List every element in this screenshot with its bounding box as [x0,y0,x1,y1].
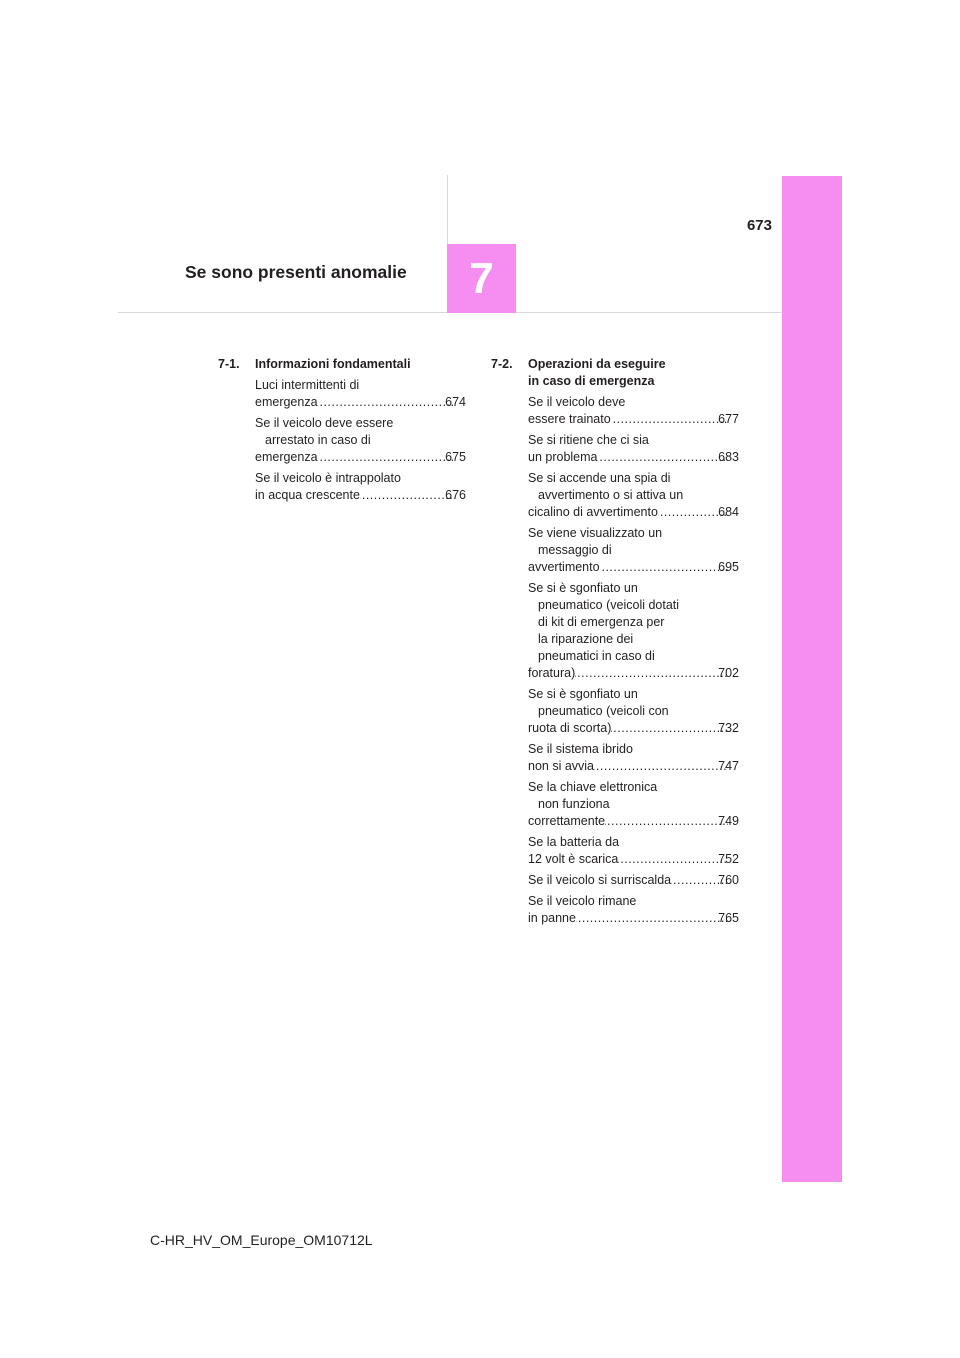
toc-section-title: Operazioni da eseguire in caso di emergenza [528,357,666,388]
toc-entry-text: Se la chiave elettronica non funziona [528,780,658,811]
toc-entry[interactable] [528,394,739,428]
toc-entry[interactable] [528,470,739,521]
chapter-side-bar [782,176,842,1182]
toc-entry-text: Se il sistema ibrido [528,742,633,756]
toc-entry-text: emergenza [255,395,318,409]
toc-entry[interactable] [528,580,739,682]
toc-entry-page: 675 [445,450,466,464]
toc-entry-text: Luci intermittenti di [255,378,360,392]
toc-entry[interactable] [255,470,466,504]
toc-entry-text: Se il veicolo deve [528,395,626,409]
toc-entry-text: foratura) [528,666,576,680]
toc-entry-page: 695 [718,560,739,574]
toc-entry-text: Se il veicolo deve essere arrestato in caso di [255,416,394,447]
header-vertical-divider [447,175,448,245]
chapter-number-tab: 7 [447,244,516,313]
toc-entry-last-line [528,813,739,830]
toc-dot-leader [594,758,728,775]
toc-entry-text: ruota di scorta) [528,721,612,735]
toc-entry-page: 747 [718,759,739,773]
toc-entry-text: Se si ritiene che ci sia [528,433,649,447]
toc-entry-text: Se il veicolo è intrappolato [255,471,401,485]
toc-entry-page: 677 [718,412,739,426]
toc-entry-last-line [528,504,739,521]
toc-dot-leader [575,665,728,682]
toc-entry[interactable] [528,741,739,775]
toc-dot-leader [600,559,729,576]
toc-entry-page: 765 [718,911,739,925]
toc-entry-text: Se il veicolo rimane [528,894,637,908]
toc-entry-text: Se si è sgonfiato un pneumatico (veicoli dotati di kit di emergenza per la riparazione dei pneumatici in caso di [528,581,680,663]
toc-entry-text: emergenza [255,450,318,464]
toc-entry-page: 732 [718,721,739,735]
footer-document-code: C-HR_HV_OM_Europe_OM10712L [150,1232,373,1248]
toc-entry-text: Se viene visualizzato un messaggio di [528,526,663,557]
page-number: 673 [746,217,772,234]
toc-entry[interactable] [528,872,739,889]
toc-section-number: 7-2. [491,357,513,371]
toc-entry-last-line [528,449,739,466]
toc-entry-last-line [255,487,466,504]
toc-entry[interactable] [528,893,739,927]
toc-entry[interactable] [255,377,466,411]
toc-entry-list [528,394,739,927]
toc-entry-page: 702 [718,666,739,680]
toc-dot-leader [611,720,728,737]
toc-entry-last-line [528,851,739,868]
toc-dot-leader [318,449,456,466]
toc-dot-leader [318,394,456,411]
toc-entry-text: Se si accende una spia di avvertimento o si attiva un [528,471,684,502]
toc-entry-last-line [528,872,739,889]
toc-entry-page: 749 [718,814,739,828]
toc-entry-last-line [255,394,466,411]
toc-entry-last-line [528,411,739,428]
toc-entry-last-line [528,910,739,927]
toc-section-heading [491,356,739,390]
toc-entry-last-line [528,720,739,737]
toc-entry-text: Se si è sgonfiato un pneumatico (veicoli con [528,687,669,718]
toc-entry-text: essere trainato [528,412,611,426]
toc-entry-text: non si avvia [528,759,595,773]
toc-entry-page: 674 [445,395,466,409]
toc-entry-text: 12 volt è scarica [528,852,619,866]
toc-entry[interactable] [528,686,739,737]
toc-column-right [491,356,739,931]
toc-entry-text: correttamente [528,814,606,828]
toc-entry-text: in panne [528,911,576,925]
chapter-title: Se sono presenti anomalie [185,262,407,282]
toc-entry[interactable] [255,415,466,466]
toc-entry-page: 676 [445,488,466,502]
toc-section-title: Informazioni fondamentali [255,357,411,371]
toc-entry[interactable] [528,525,739,576]
toc-entry-text: Se la batteria da [528,835,620,849]
toc-entry-text: in acqua crescente [255,488,360,502]
toc-entry[interactable] [528,834,739,868]
toc-section-heading [218,356,466,373]
toc-dot-leader [605,813,728,830]
toc-entry-list [255,377,466,504]
toc-dot-leader [576,910,728,927]
toc-entry-text: Se il veicolo si surriscalda [528,873,672,887]
toc-dot-leader [618,851,728,868]
toc-entry[interactable] [528,432,739,466]
toc-column-left [218,356,466,508]
toc-section-number: 7-1. [218,357,240,371]
toc-dot-leader [598,449,729,466]
toc-entry-page: 752 [718,852,739,866]
toc-dot-leader [360,487,455,504]
toc-entry-text: un problema [528,450,598,464]
toc-entry-last-line [528,665,739,682]
toc-entry-text: cicalino di avvertimento [528,505,658,519]
toc-entry-last-line [528,758,739,775]
toc-entry-page: 683 [718,450,739,464]
toc-entry-last-line [528,559,739,576]
toc-entry-page: 684 [718,505,739,519]
toc-dot-leader [611,411,728,428]
toc-entry-text: avvertimento [528,560,600,574]
toc-entry-last-line [255,449,466,466]
toc-entry-page: 760 [718,873,739,887]
toc-entry[interactable] [528,779,739,830]
